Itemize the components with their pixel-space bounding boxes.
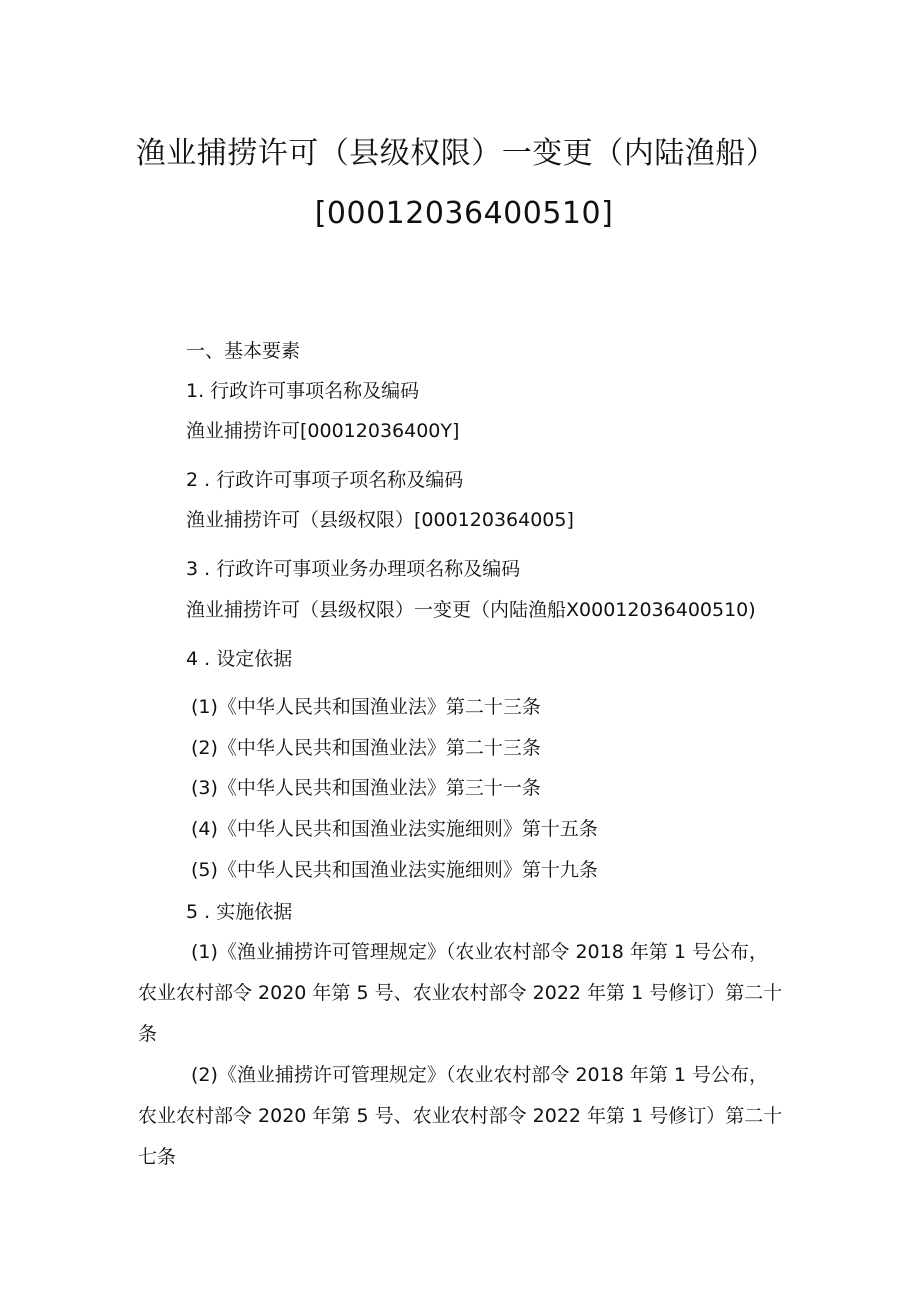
impl-line: 农业农村部令 2020 年第 5 号、农业农村部令 2022 年第 1 号修订）第二十 [138,982,783,1004]
section-heading: 一、基本要素 [186,340,301,362]
document-title: 渔业捕捞许可（县级权限）一变更（内陆渔船） [135,136,777,171]
item-1-value: 渔业捕捞许可[00012036400Y] [186,420,460,442]
impl-line: 条 [138,1023,158,1045]
item-1-label: 1. 行政许可事项名称及编码 [186,380,420,402]
impl-line: 农业农村部令 2020 年第 5 号、农业农村部令 2022 年第 1 号修订）第二十 [138,1105,783,1127]
item-3-label: 3 . 行政许可事项业务办理项名称及编码 [186,558,521,580]
item-4-label: 4 . 设定依据 [186,648,293,670]
item-5-label: 5 . 实施依据 [186,901,293,923]
basis-item: (1)《中华人民共和国渔业法》第二十三条 [191,696,541,718]
impl-line: 七条 [138,1146,177,1168]
impl-line: (2)《渔业捕捞许可管理规定》（农业农村部令 2018 年第 1 号公布， [191,1064,769,1086]
item-3-value: 渔业捕捞许可（县级权限）一变更（内陆渔船X00012036400510) [186,599,756,621]
document-code: [00012036400510] [314,196,614,231]
basis-item: (2)《中华人民共和国渔业法》第二十三条 [191,737,541,759]
item-2-label: 2 . 行政许可事项子项名称及编码 [186,469,464,491]
impl-line: (1)《渔业捕捞许可管理规定》（农业农村部令 2018 年第 1 号公布， [191,941,769,963]
basis-item: (4)《中华人民共和国渔业法实施细则》第十五条 [191,818,598,840]
basis-item: (3)《中华人民共和国渔业法》第三十一条 [191,777,541,799]
basis-item: (5)《中华人民共和国渔业法实施细则》第十九条 [191,859,598,881]
item-2-value: 渔业捕捞许可（县级权限）[000120364005] [186,509,574,531]
